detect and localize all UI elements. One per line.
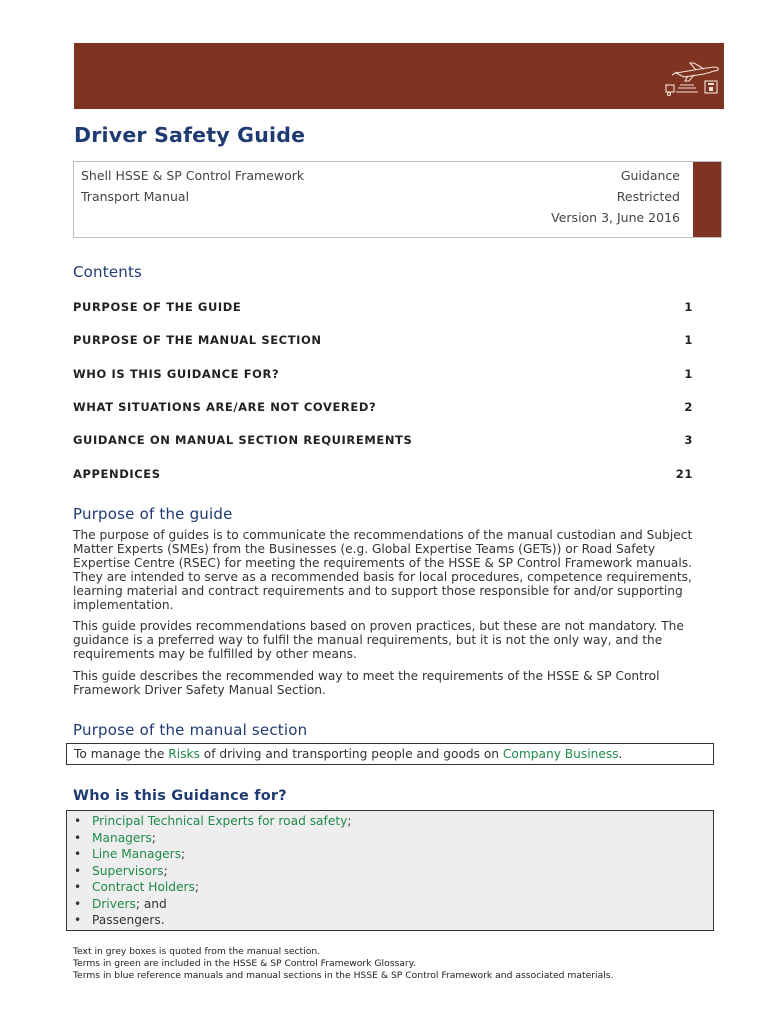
list-item — [67, 846, 713, 863]
list-item — [67, 830, 713, 847]
glossary-term-company-business[interactable]: Company Business — [502, 747, 619, 761]
toc-entry-page: 21 — [675, 467, 693, 481]
glossary-term-risks[interactable]: Risks — [168, 747, 200, 761]
list-item-suffix: ; and — [135, 896, 167, 911]
list-item — [67, 863, 713, 880]
paragraph: This guide provides recommendations based on proven practices, but these are not mandatory. The guidance is a preferred way to fulfil the manual requirements, but it is not the only way, and the requirements may be fulfilled by other means. — [73, 619, 684, 661]
glossary-term[interactable]: Drivers — [92, 896, 136, 911]
footnotes — [73, 946, 733, 982]
document-meta-box — [73, 161, 722, 238]
glossary-term[interactable]: Supervisors — [92, 863, 164, 878]
page-title: Driver Safety Guide — [74, 123, 306, 147]
manual-name: Transport Manual — [81, 189, 190, 204]
toc-entry[interactable] — [73, 467, 693, 483]
paragraph: The purpose of guides is to communicate the recommendations of the manual custodian and Subject Matter Experts (SMEs) from the Businesses (e.g. Global Expertise Teams (GETs)) or Road Safety Expertise Centre (RSEC) for meeting the requirements of the HSSE & SP Control Framework manuals. They are intended to serve as a recommended basis for local procedures, competence requirements, learning material and contract requirements and to support those responsible for and/or supporting implementation. — [73, 528, 693, 612]
purpose-text: of driving and transporting people and goods on — [199, 747, 503, 761]
section-heading-purpose-guide: Purpose of the guide — [73, 505, 233, 523]
toc-entry-label: APPENDICES — [73, 467, 161, 481]
list-item-suffix: ; — [347, 814, 352, 828]
list-item — [67, 879, 713, 896]
toc-entry-label: PURPOSE OF THE GUIDE — [73, 300, 242, 314]
glossary-term[interactable]: Managers — [92, 830, 152, 845]
toc-entry-page: 3 — [684, 433, 693, 447]
purpose-text: . — [618, 747, 623, 761]
section-heading-who-for: Who is this Guidance for? — [73, 788, 287, 804]
toc-entry-page: 2 — [684, 400, 693, 414]
contents-heading: Contents — [73, 263, 143, 281]
footnote: Terms in blue reference manuals and manual sections in the HSSE & SP Control Framework and associated materials. — [73, 970, 614, 981]
toc-entry[interactable] — [73, 433, 693, 449]
footnote: Terms in green are included in the HSSE & SP Control Framework Glossary. — [73, 958, 416, 969]
toc-entry-label: GUIDANCE ON MANUAL SECTION REQUIREMENTS — [73, 433, 413, 447]
toc-entry-label: WHAT SITUATIONS ARE/ARE NOT COVERED? — [73, 400, 377, 414]
toc-entry-page: 1 — [684, 300, 693, 314]
meta-accent-stripe — [693, 162, 721, 237]
list-item — [67, 912, 713, 929]
toc-entry[interactable] — [73, 300, 693, 316]
list-item-suffix: ; — [163, 863, 168, 878]
toc-entry-page: 1 — [684, 367, 693, 381]
toc-entry-label: WHO IS THIS GUIDANCE FOR? — [73, 367, 280, 381]
document-type: Guidance — [620, 168, 680, 183]
framework-name: Shell HSSE & SP Control Framework — [81, 168, 305, 183]
toc-entry[interactable] — [73, 400, 693, 416]
glossary-term[interactable]: Line Managers — [92, 847, 182, 861]
paragraph: This guide describes the recommended way to meet the requirements of the HSSE & SP Control Framework Driver Safety Manual Section. — [73, 669, 660, 697]
transport-logo-icon — [660, 61, 722, 97]
toc-entry-label: PURPOSE OF THE MANUAL SECTION — [73, 333, 322, 347]
toc-entry-page: 1 — [684, 333, 693, 347]
list-item — [67, 813, 713, 830]
classification-label: Restricted — [616, 189, 680, 204]
version-label: Version 3, June 2016 — [551, 210, 680, 225]
list-item-suffix: ; — [181, 847, 186, 861]
section-heading-purpose-manual: Purpose of the manual section — [73, 721, 308, 739]
quoted-purpose-box — [66, 743, 714, 765]
footnote: Text in grey boxes is quoted from the manual section. — [73, 946, 321, 957]
purpose-text: To manage the — [74, 747, 169, 761]
list-item-suffix: ; — [194, 880, 200, 894]
list-item-text: Passengers. — [92, 913, 165, 927]
glossary-term[interactable]: Contract Holders — [92, 880, 195, 894]
list-item — [67, 896, 713, 913]
toc-entry[interactable] — [73, 367, 693, 383]
quoted-audience-box — [66, 810, 714, 931]
toc-entry[interactable] — [73, 333, 693, 349]
audience-list — [67, 811, 713, 929]
list-item-suffix: ; — [151, 830, 156, 845]
header-banner — [74, 43, 724, 109]
glossary-term[interactable]: Principal Technical Experts for road safety — [92, 814, 348, 828]
